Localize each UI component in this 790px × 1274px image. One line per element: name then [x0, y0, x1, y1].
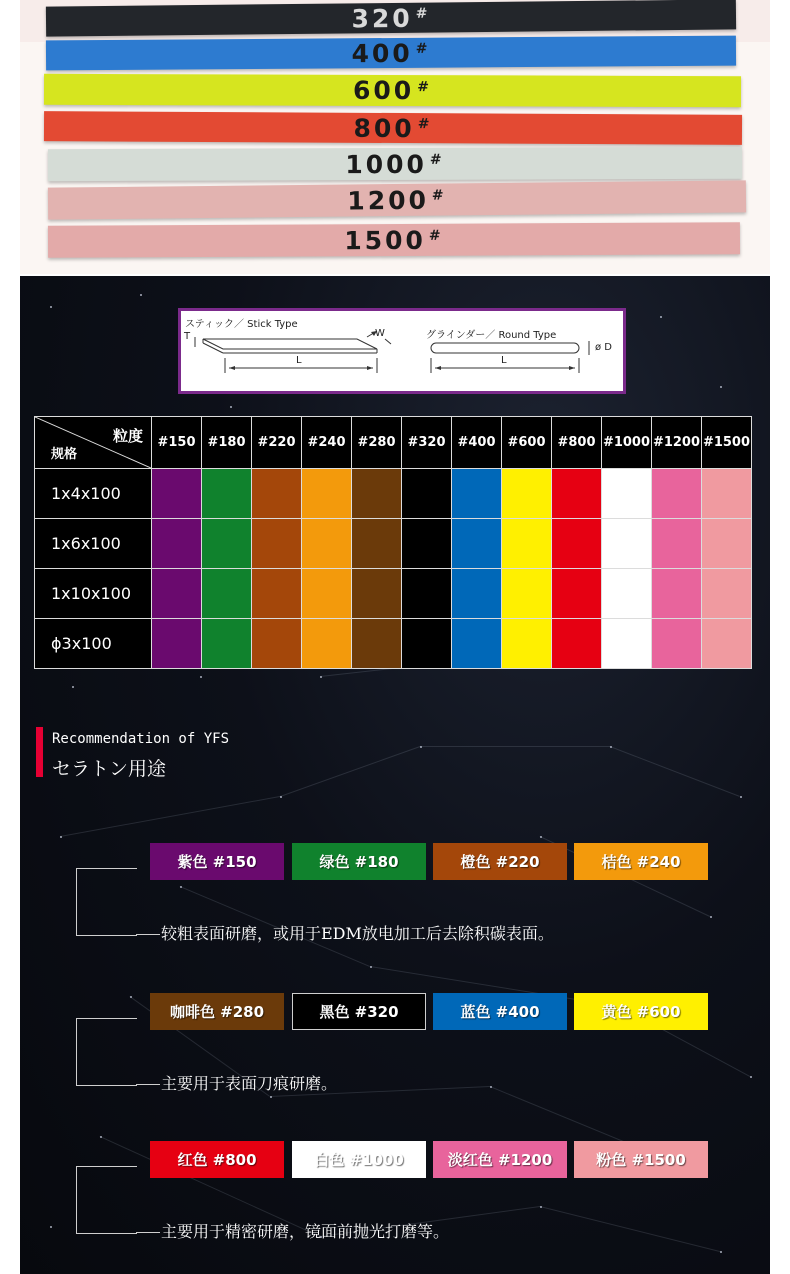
size-row-label: 1x6x100 — [35, 519, 152, 569]
color-swatch-cell — [602, 519, 652, 569]
table-row — [35, 619, 752, 669]
color-swatch-cell — [352, 569, 402, 619]
background-network-line — [610, 746, 740, 797]
table-corner-cell — [35, 417, 152, 469]
background-network-line — [420, 746, 610, 747]
background-star — [140, 294, 142, 296]
color-swatch-cell — [402, 569, 452, 619]
background-network-line — [60, 796, 280, 837]
round-type-label: グラインダー／ Round Type — [426, 330, 557, 341]
group-bracket — [76, 1166, 137, 1234]
stick-grit-mark: # — [428, 227, 444, 244]
grit-column-header: #800 — [552, 417, 602, 469]
diameter-label: ø D — [595, 342, 612, 353]
color-swatch-cell — [302, 569, 352, 619]
background-star — [740, 796, 742, 798]
grit-color-chip: 黑色 #320 — [292, 993, 426, 1030]
color-swatch-cell — [702, 569, 752, 619]
grit-color-chip: 淡红色 #1200 — [433, 1141, 567, 1178]
grit-column-header: #150 — [152, 417, 202, 469]
color-swatch-cell — [152, 619, 202, 669]
grit-column-header: #1000 — [602, 417, 652, 469]
color-swatch-cell — [652, 469, 702, 519]
grit-column-header: #320 — [402, 417, 452, 469]
length-label-round: L — [501, 355, 507, 366]
table-row — [35, 519, 752, 569]
color-swatch-cell — [202, 569, 252, 619]
color-swatch-cell — [602, 619, 652, 669]
stick-grit-mark: # — [415, 5, 431, 22]
stone-stick-600 — [44, 74, 741, 107]
color-swatch-cell — [302, 469, 352, 519]
grit-color-chip: 橙色 #220 — [433, 843, 567, 880]
color-swatch-cell — [602, 469, 652, 519]
color-swatch-cell — [252, 519, 302, 569]
grit-color-chip: 粉色 #1500 — [574, 1141, 708, 1178]
color-swatch-cell — [152, 469, 202, 519]
color-swatch-cell — [452, 469, 502, 519]
group-bracket — [76, 1018, 137, 1086]
color-swatch-cell — [502, 569, 552, 619]
color-swatch-cell — [402, 619, 452, 669]
stone-stick-800 — [44, 111, 742, 145]
background-network-line — [280, 746, 420, 797]
background-star — [750, 1076, 752, 1078]
color-swatch-cell — [252, 469, 302, 519]
background-network-line — [540, 1206, 720, 1252]
grit-color-chip: 咖啡色 #280 — [150, 993, 284, 1030]
color-swatch-cell — [202, 519, 252, 569]
color-swatch-cell — [152, 569, 202, 619]
group-connector-line — [136, 1232, 160, 1233]
grit-column-header: #1200 — [652, 417, 702, 469]
thickness-label: T — [184, 331, 191, 342]
grit-color-chip: 桔色 #240 — [574, 843, 708, 880]
grit-color-chip: 红色 #800 — [150, 1141, 284, 1178]
grit-color-chip: 黄色 #600 — [574, 993, 708, 1030]
dark-section — [20, 276, 770, 1274]
color-swatch-cell — [552, 619, 602, 669]
color-swatch-cell — [252, 619, 302, 669]
color-swatch-cell — [352, 469, 402, 519]
width-label: W — [375, 328, 385, 339]
color-swatch-cell — [702, 469, 752, 519]
background-star — [720, 386, 722, 388]
color-swatch-cell — [352, 519, 402, 569]
usage-description: 主要用于表面刀痕研磨。 — [161, 1074, 338, 1093]
grit-color-chip: 绿色 #180 — [292, 843, 426, 880]
color-swatch-cell — [452, 569, 502, 619]
grit-column-header: #180 — [202, 417, 252, 469]
spec-table — [34, 416, 752, 669]
color-swatch-cell — [702, 519, 752, 569]
grit-column-header: #240 — [302, 417, 352, 469]
background-star — [200, 676, 202, 678]
stick-grit-mark: # — [431, 187, 447, 204]
color-swatch-cell — [302, 619, 352, 669]
background-star — [50, 306, 52, 308]
size-row-label: 1x4x100 — [35, 469, 152, 519]
recommendation-accent-bar — [36, 727, 43, 777]
color-swatch-cell — [502, 519, 552, 569]
dimension-diagram — [178, 308, 626, 394]
background-star — [50, 1226, 52, 1228]
usage-description: 较粗表面研磨，或用于EDM放电加工后去除积碳表面。 — [161, 924, 554, 943]
background-star — [230, 406, 232, 408]
stick-grit-label: 800 — [353, 113, 415, 143]
color-swatch-cell — [302, 519, 352, 569]
dimension-drawing — [181, 311, 623, 391]
color-swatch-cell — [552, 469, 602, 519]
recommendation-title-en: Recommendation of YFS — [52, 731, 230, 747]
background-star — [710, 916, 712, 918]
stick-grit-mark: # — [417, 116, 433, 133]
color-swatch-cell — [502, 469, 552, 519]
size-row-label: 1x10x100 — [35, 569, 152, 619]
color-swatch-cell — [652, 619, 702, 669]
color-swatch-cell — [402, 519, 452, 569]
color-swatch-cell — [652, 519, 702, 569]
color-swatch-cell — [252, 569, 302, 619]
background-star — [720, 1251, 722, 1253]
stick-grit-label: 400 — [351, 38, 413, 68]
group-connector-line — [136, 934, 160, 935]
table-row — [35, 569, 752, 619]
length-label-stick: L — [296, 355, 302, 366]
stick-type-label: スティック／ Stick Type — [185, 319, 298, 330]
color-swatch-cell — [652, 569, 702, 619]
grit-column-header: #220 — [252, 417, 302, 469]
grit-color-chip: 蓝色 #400 — [433, 993, 567, 1030]
color-swatch-cell — [202, 619, 252, 669]
group-connector-line — [136, 1084, 160, 1085]
stone-stick-1500 — [48, 222, 740, 258]
color-swatch-cell — [602, 569, 652, 619]
color-swatch-cell — [352, 619, 402, 669]
group-bracket — [76, 868, 137, 936]
grit-column-header: #1500 — [702, 417, 752, 469]
table-row — [35, 469, 752, 519]
color-swatch-cell — [452, 519, 502, 569]
product-photo — [20, 0, 770, 274]
stone-stick-1000 — [48, 147, 742, 181]
stick-grit-label: 320 — [351, 3, 413, 33]
stone-stick-400 — [46, 36, 736, 71]
stone-stick-1200 — [48, 180, 746, 219]
grit-column-header: #600 — [502, 417, 552, 469]
color-swatch-cell — [402, 469, 452, 519]
size-heading: 规格 — [51, 447, 78, 462]
stick-grit-label: 600 — [352, 75, 415, 106]
grit-column-header: #400 — [452, 417, 502, 469]
stick-grit-label: 1500 — [344, 225, 426, 255]
stick-grit-mark: # — [415, 40, 431, 57]
color-swatch-cell — [502, 619, 552, 669]
recommendation-title-jp: セラトン用途 — [52, 758, 167, 780]
stick-grit-label: 1000 — [345, 149, 427, 179]
color-swatch-cell — [202, 469, 252, 519]
background-star — [72, 686, 74, 688]
stick-grit-mark: # — [417, 78, 432, 95]
stick-grit-label: 1200 — [347, 185, 430, 216]
grit-color-chip: 紫色 #150 — [150, 843, 284, 880]
stick-grit-mark: # — [429, 151, 445, 168]
color-swatch-cell — [152, 519, 202, 569]
color-swatch-cell — [452, 619, 502, 669]
grit-heading: 粒度 — [112, 427, 143, 445]
grit-column-header: #280 — [352, 417, 402, 469]
color-swatch-cell — [552, 569, 602, 619]
size-row-label: ϕ3x100 — [35, 619, 152, 669]
grit-color-chip: 白色 #1000 — [292, 1141, 426, 1178]
table-header-row — [35, 417, 752, 469]
background-star — [660, 316, 662, 318]
usage-description: 主要用于精密研磨，镜面前抛光打磨等。 — [161, 1222, 450, 1241]
color-swatch-cell — [552, 519, 602, 569]
color-swatch-cell — [702, 619, 752, 669]
